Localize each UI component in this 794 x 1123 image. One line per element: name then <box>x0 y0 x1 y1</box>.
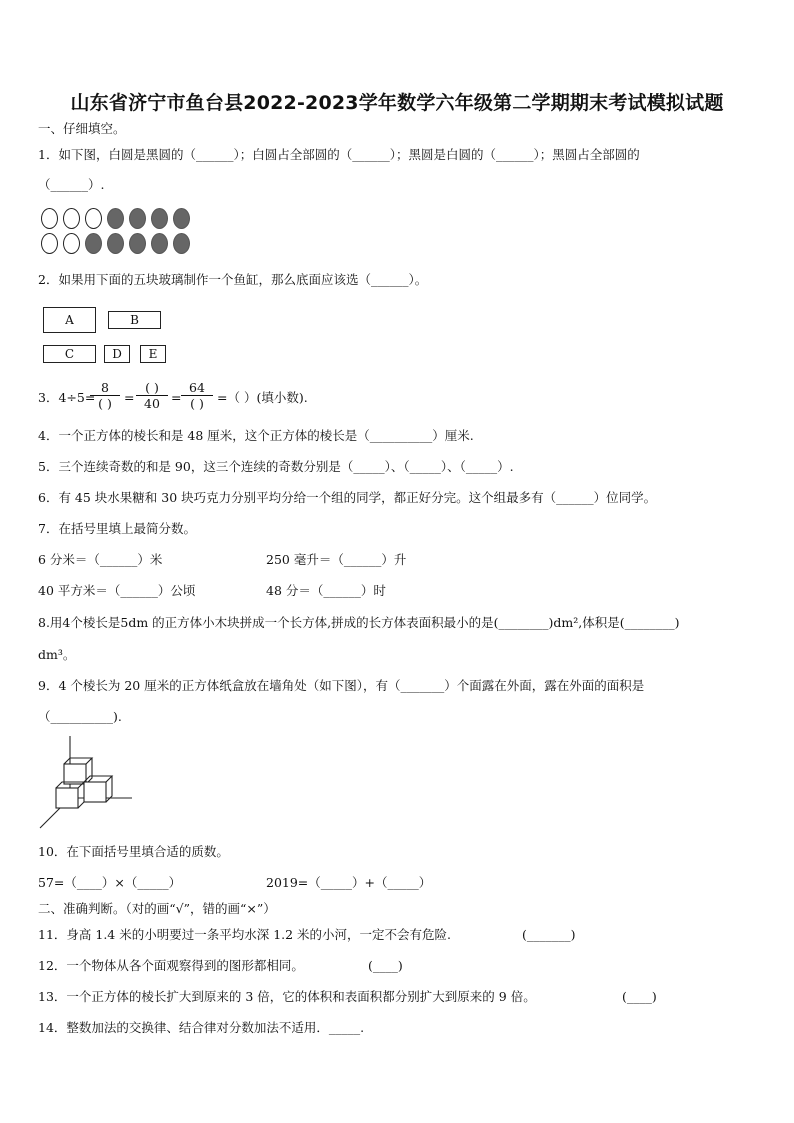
question-11: 11．身高 1.4 米的小明要过一条平均水深 1.2 米的小河，一定不会有危险. <box>38 927 452 942</box>
question-10: 10．在下面括号里填合适的质数。 <box>38 844 229 859</box>
white-circle <box>41 233 58 254</box>
question-1-line-2: （______）. <box>38 177 105 192</box>
fraction-1-numerator: 8 <box>101 380 109 395</box>
glass-piece-d: D <box>104 345 130 363</box>
question-1-line-1: 1．如下图，白圆是黑圆的（______）；白圆占全部圆的（______）；黑圆是白圆的（______）；黑圆占全部圆的 <box>38 147 640 162</box>
question-12-blank: (____) <box>368 958 403 973</box>
section-heading-2: 二、准确判断。（对的画“√”，错的画“×”） <box>38 901 276 916</box>
glass-piece-a: A <box>43 307 96 333</box>
question-7-c: 40 平方米＝（______）公顷 <box>38 583 196 598</box>
equals-sign-1: = <box>124 390 135 405</box>
black-circle <box>85 233 102 254</box>
white-circle <box>41 208 58 229</box>
question-14: 14．整数加法的交换律、结合律对分数加法不适用．_____. <box>38 1020 365 1035</box>
fraction-2-denominator: 40 <box>136 395 168 411</box>
black-circle <box>107 208 124 229</box>
question-11-blank: (_______) <box>522 927 576 942</box>
white-circle <box>85 208 102 229</box>
question-13: 13．一个正方体的棱长扩大到原来的 3 倍，它的体积和表面积都分别扩大到原来的 9 倍。 <box>38 989 536 1004</box>
question-3-suffix: =（ ）(填小数). <box>217 390 308 405</box>
glass-piece-c: C <box>43 345 96 363</box>
black-circle <box>151 233 168 254</box>
black-circle <box>173 233 190 254</box>
black-circle <box>173 208 190 229</box>
question-10-b: 2019=（_____）+（_____） <box>266 875 432 890</box>
question-13-blank: (____) <box>622 989 657 1004</box>
page-title: 山东省济宁市鱼台县2022-2023学年数学六年级第二学期期末考试模拟试题 <box>70 92 724 114</box>
black-circle <box>151 208 168 229</box>
black-circle <box>107 233 124 254</box>
question-6: 6．有 45 块水果糖和 30 块巧克力分别平均分给一个组的同学，都正好分完。这个组最多有（______）位同学。 <box>38 490 657 505</box>
question-7-a: 6 分米＝（______）米 <box>38 552 163 567</box>
section-heading-1: 一、仔细填空。 <box>38 121 126 136</box>
question-8-line-1: 8.用4个棱长是5dm 的正方体小木块拼成一个长方体,拼成的长方体表面积最小的是(________)dm²,体积是(________) <box>38 615 680 630</box>
question-5: 5．三个连续奇数的和是 90，这三个连续的奇数分别是（_____）、（_____）、（_____）. <box>38 459 514 474</box>
question-7-d: 48 分＝（______）时 <box>266 583 386 598</box>
glass-piece-b: B <box>108 311 161 329</box>
question-2: 2．如果用下面的五块玻璃制作一个鱼缸，那么底面应该选（______）。 <box>38 272 428 287</box>
fraction-1-denominator: ( ) <box>90 395 120 411</box>
white-circle <box>63 233 80 254</box>
fraction-1 <box>90 380 120 411</box>
question-4: 4．一个正方体的棱长和是 48 厘米，这个正方体的棱长是（__________）厘米. <box>38 428 474 443</box>
question-7-b: 250 毫升＝（______）升 <box>266 552 407 567</box>
black-circle <box>129 233 146 254</box>
fraction-3 <box>181 380 213 411</box>
cubes-in-corner-figure <box>36 736 136 832</box>
question-10-a: 57=（____）×（_____） <box>38 875 182 890</box>
question-7: 7．在括号里填上最简分数。 <box>38 521 196 536</box>
white-circle <box>63 208 80 229</box>
black-circle <box>129 208 146 229</box>
fraction-2-numerator: ( ) <box>145 380 159 395</box>
question-9-line-2: （__________). <box>38 709 122 724</box>
question-8-line-2: dm³。 <box>38 647 76 662</box>
fraction-3-denominator: ( ) <box>181 395 213 411</box>
glass-piece-e: E <box>140 345 166 363</box>
equals-sign-2: = <box>171 390 182 405</box>
fraction-3-numerator: 64 <box>189 380 205 395</box>
question-9-line-1: 9．4 个棱长为 20 厘米的正方体纸盒放在墙角处（如下图），有（_______）个面露在外面，露在外面的面积是 <box>38 678 645 693</box>
question-3-prefix: 3．4÷5= <box>38 390 96 405</box>
fraction-2 <box>136 380 168 411</box>
question-12: 12．一个物体从各个面观察得到的图形都相同。 <box>38 958 304 973</box>
